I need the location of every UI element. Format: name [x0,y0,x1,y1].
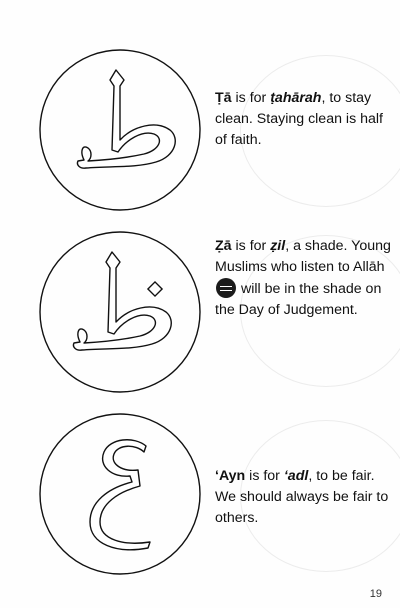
entry-ta [215,88,393,151]
swt-honorific-icon [216,278,236,298]
entry-za-letter: Ẓā [215,238,232,254]
entry-za-word: ẓil [270,238,286,254]
entry-za [215,236,393,321]
letter-ayn-outline [38,412,202,576]
page-number: 19 [369,588,382,600]
entry-ta-mid: is for [231,90,271,106]
entry-ayn-mid: is for [245,468,284,484]
letter-za-outline [38,230,202,394]
entry-za-text-1: , a shade. Young Muslims who listen to Allāh [215,238,391,275]
entry-ayn-text: , to be fair. We should always be fair to others. [215,468,389,526]
entry-ayn-letter: ‘Ayn [215,468,246,484]
entry-ayn [215,466,393,529]
entry-za-text-2: will be in the shade on the Day of Judgement. [215,281,382,318]
entry-ta-text: , to stay clean. Staying clean is half of faith. [215,90,383,148]
entry-ta-letter: Ṭā [215,90,232,106]
entry-ta-word: ṭahārah [270,90,322,106]
entry-ayn-word: ‘adl [283,468,309,484]
entry-za-mid: is for [231,238,271,254]
letter-ta-outline [38,48,202,212]
